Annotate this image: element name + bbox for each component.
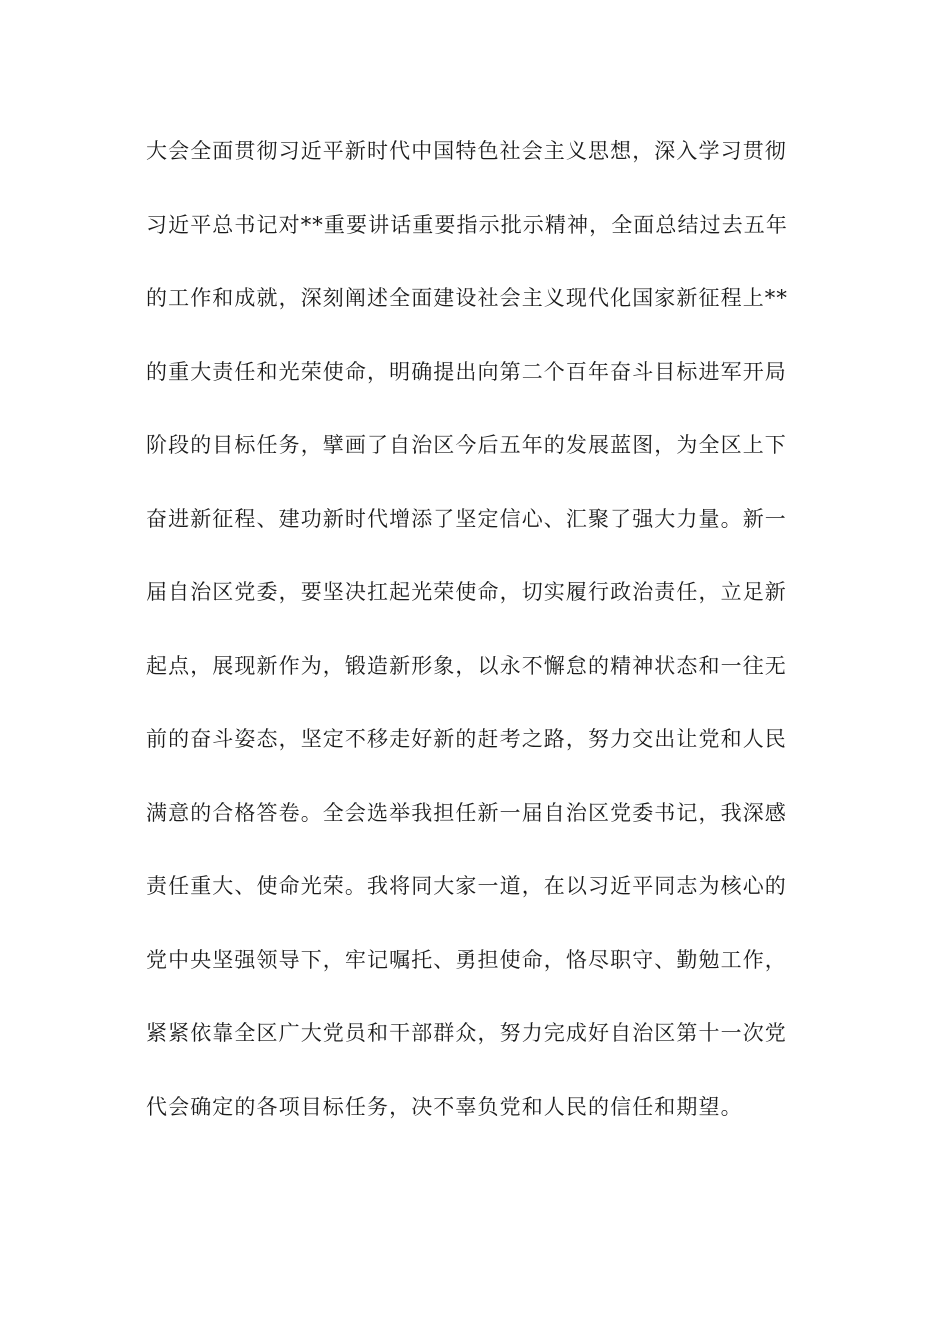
- body-paragraph: [146, 129, 806, 1158]
- paragraph-line: 的工作和成就，深刻阐述全面建设社会主义现代化国家新征程上**: [146, 286, 788, 310]
- paragraph-line: 起点，展现新作为，锻造新形象，以永不懈怠的精神状态和一往无: [146, 653, 787, 678]
- paragraph-line: 前的奋斗姿态，坚定不移走好新的赶考之路，努力交出让党和人民: [146, 727, 787, 751]
- paragraph-line: 阶段的目标任务，擘画了自治区今后五年的发展蓝图，为全区上下: [146, 433, 787, 457]
- paragraph-line: 紧紧依靠全区广大党员和干部群众，努力完成好自治区第十一次党: [146, 1021, 787, 1045]
- paragraph-line: 责任重大、使命光荣。我将同大家一道，在以习近平同志为核心的: [146, 874, 787, 898]
- paragraph-line: 习近平总书记对**重要讲话重要指示批示精神，全面总结过去五年: [146, 212, 788, 237]
- paragraph-line: 奋进新征程、建功新时代增添了坚定信心、汇聚了强大力量。新一: [146, 506, 787, 531]
- paragraph-line: 党中央坚强领导下，牢记嘱托、勇担使命，恪尽职守、勤勉工作，: [146, 947, 787, 972]
- paragraph-line: 届自治区党委，要坚决扛起光荣使命，切实履行政治责任，立足新: [146, 580, 787, 604]
- paragraph-line: 代会确定的各项目标任务，决不辜负党和人民的信任和期望。: [146, 1094, 743, 1119]
- paragraph-line: 大会全面贯彻习近平新时代中国特色社会主义思想，深入学习贯彻: [146, 139, 787, 163]
- paragraph-line: 满意的合格答卷。全会选举我担任新一届自治区党委书记，我深感: [146, 800, 787, 825]
- paragraph-line: 的重大责任和光荣使命，明确提出向第二个百年奋斗目标进军开局: [146, 359, 787, 384]
